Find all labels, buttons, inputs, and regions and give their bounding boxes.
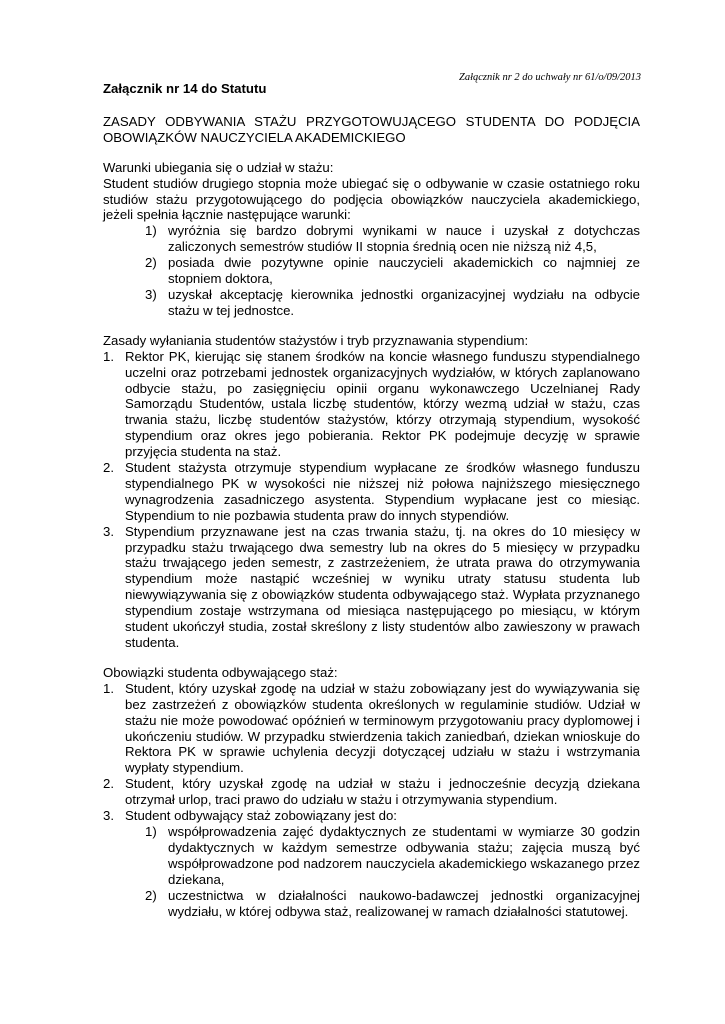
document-body <box>103 81 640 919</box>
header-reference: Załącznik nr 2 do uchwały nr 61/o/09/2013 <box>459 72 641 83</box>
item-number: 3. <box>103 808 114 824</box>
list-item <box>103 681 640 776</box>
item-text: Stypendium przyznawane jest na czas trwania stażu, tj. na okres do 10 miesięcy w przypadku stażu trwającego dwa semestry lub na okres do 5 miesięcy w przypadku stażu trwającego jeden semestr, z zastrzeżeniem, że utrata prawa do otrzymywania stypendium może nastąpić wcześniej w wyniku utraty statusu studenta lub niewywiązywania się z obowiązków studenta odbywającego staż. Wypłata przyznanego stypendium zostaje wstrzymana od miesiąca następującego po miesiącu, w którym student ukończył studia, został skreślony z listy studentów albo zawieszony w prawach studenta. <box>125 523 640 650</box>
duties-title: Obowiązki studenta odbywającego staż: <box>103 664 338 680</box>
attachment-title: Załącznik nr 14 do Statutu <box>103 81 267 96</box>
list-item <box>103 808 640 824</box>
item-number: 2) <box>145 887 157 903</box>
list-item <box>103 349 640 460</box>
item-text: wyróżnia się bardzo dobrymi wynikami w nauce i uzyskał z dotychczas zaliczonych semestrów studiów II stopnia średnią ocen nie niższą niż 4,5, <box>168 223 640 255</box>
conditions-title: Warunki ubiegania się o udział w stażu: <box>103 159 334 175</box>
list-item <box>103 524 640 651</box>
list-item <box>103 287 640 319</box>
item-number: 1) <box>145 823 157 839</box>
item-number: 3) <box>145 286 157 302</box>
selection-list <box>103 349 640 651</box>
item-text: uzyskał akceptację kierownika jednostki organizacyjnej wydziału na odbycie stażu w tej jednostce. <box>168 286 640 318</box>
item-text: Student, który uzyskał zgodę na udział w stażu zobowiązany jest do wywiązywania się bez zastrzeżeń z obowiązków studenta określonych w regulaminie studiów. Udział w stażu nie może powodować opóźnień w terminowym przygotowaniu pracy dyplomowej i ukończeniu studiów. W przypadku stwierdzenia takich zaniedbań, dziekan wnioskuje do Rektora PK w sprawie uchylenia decyzji dotyczącej udziału w stażu i wstrzymania wypłaty stypendium. <box>125 680 640 776</box>
item-text: posiada dwie pozytywne opinie nauczycieli akademickich co najmniej ze stopniem doktora, <box>168 255 640 287</box>
list-item <box>103 776 640 808</box>
item-text: uczestnictwa w działalności naukowo-badawczej jednostki organizacyjnej wydziału, w której odbywa staż, realizowanej w ramach działalności statutowej. <box>168 887 640 919</box>
item-text: Rektor PK, kierując się stanem środków na koncie własnego funduszu stypendialnego uczelni oraz potrzebami jednostek organizacyjnych wydziałów, w których zaplanowano odbycie stażu, po zasięgnięciu opinii organu wykonawczego Uczelnianej Rady Samorządu Studentów, ustala liczbę studentów, którzy wezmą udział w stażu, czas trwania stażu, liczbę studentów stażystów, którzy otrzymają stypendium, wysokość stypendium oraz okres jego pobierania. Rektor PK podejmuje decyzję w sprawie przyjęcia studenta na staż. <box>125 348 640 460</box>
list-item <box>103 460 640 524</box>
item-number: 1. <box>103 680 114 696</box>
item-text: współprowadzenia zajęć dydaktycznych ze studentami w wymiarze 30 godzin dydaktycznych w każdym semestrze odbywania stażu; zajęcia muszą być współprowadzone pod nadzorem nauczyciela akademickiego wskazanego przez dziekana, <box>168 823 640 887</box>
item-number: 3. <box>103 523 114 539</box>
document-heading: ZASADY ODBYWANIA STAŻU PRZYGOTOWUJĄCEGO STUDENTA DO PODJĘCIA OBOWIĄZKÓW NAUCZYCIELA AKADEMICKIEGO <box>103 113 640 145</box>
item-number: 2) <box>145 255 157 271</box>
item-number: 2. <box>103 776 114 792</box>
list-item <box>103 888 640 920</box>
item-number: 2. <box>103 460 114 476</box>
selection-title: Zasady wyłaniania studentów stażystów i tryb przyznawania stypendium: <box>103 332 529 348</box>
list-item <box>103 255 640 287</box>
item-text: Student odbywający staż zobowiązany jest do: <box>125 808 397 824</box>
list-item <box>103 824 640 888</box>
duties-sublist <box>103 824 640 919</box>
item-number: 1) <box>145 223 157 239</box>
item-number: 1. <box>103 348 114 364</box>
list-item <box>103 223 640 255</box>
item-text: Student stażysta otrzymuje stypendium wypłacane ze środków własnego funduszu stypendialnego PK w wysokości nie niższej niż połowa najniższego miesięcznego wynagrodzenia zasadniczego asystenta. Stypendium wypłacane jest co miesiąc. Stypendium to nie pozbawia studenta praw do innych stypendiów. <box>125 460 640 523</box>
duties-list <box>103 681 640 824</box>
item-text: Student, który uzyskał zgodę na udział w stażu i jednocześnie decyzją dziekana otrzymał urlop, traci prawo do udziału w stażu i otrzymywania stypendium. <box>125 776 640 808</box>
conditions-intro: Student studiów drugiego stopnia może ubiegać się o odbywanie w czasie ostatniego roku studiów stażu przygotowującego do podjęcia obowiązków nauczyciela akademickiego, jeżeli spełnia łącznie następujące warunki: <box>103 175 640 223</box>
conditions-list <box>103 223 640 318</box>
